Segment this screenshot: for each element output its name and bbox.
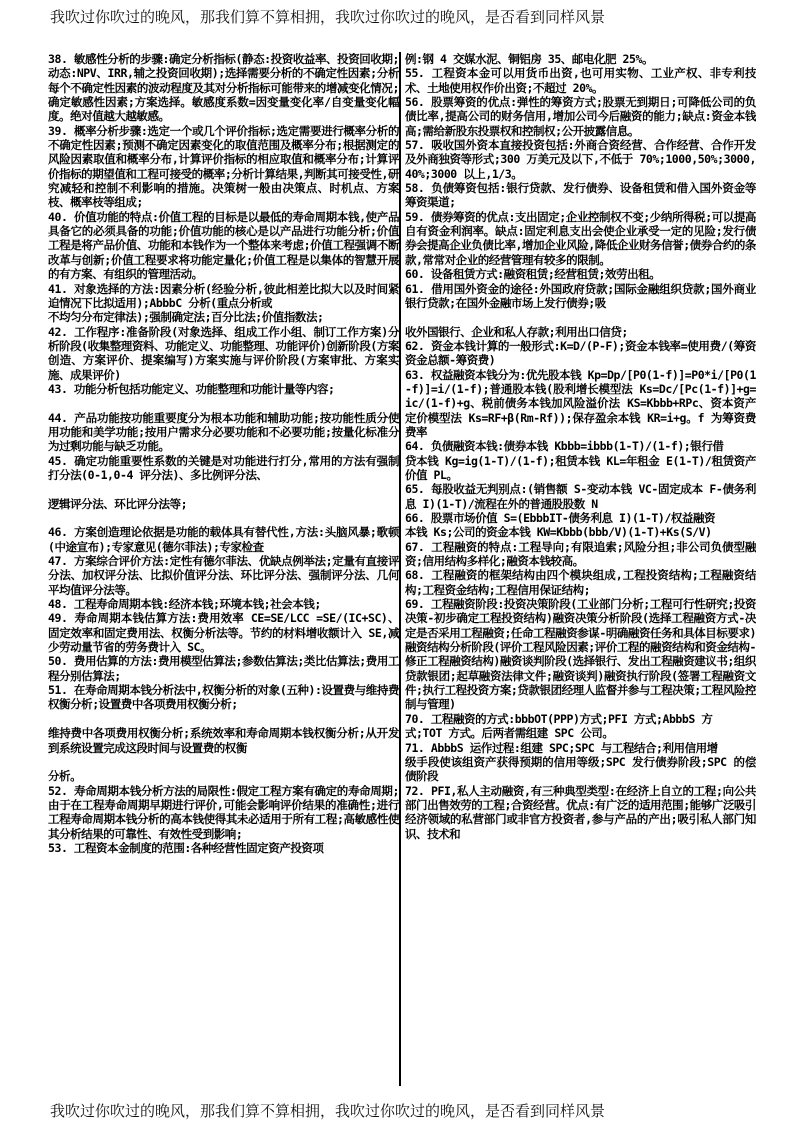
left-column-paragraph	[48, 482, 399, 496]
left-column-paragraph: 43. 功能分析包括功能定义、功能整理和功能计量等内容;	[48, 381, 335, 396]
left-column	[48, 52, 399, 1086]
right-column-paragraph: 71. AbbbS 运作过程:组建 SPC;SPC 与工程结合;利用信用增	[404, 740, 718, 755]
right-column	[401, 52, 756, 1086]
right-column-paragraph: 本钱 Ks;公司的资金本钱 KW=Kbbb(bbb/V)(1-T)+Ks(S/V)	[404, 525, 712, 540]
right-column-paragraph: 59. 债券筹资的优点:支出固定;企业控制权不变;少纳所得税;可以提高自有资金利润率。缺点:固定利息支出会使企业承受一定的见险;发行债券会提高企业负债比率,增加企业风险,降低企业财务信誉;债券合约的条款,常常对企业的经营管理有较多的限制。	[404, 209, 756, 267]
page-header: 我吹过你吹过的晚风，那我们算不算相拥，我吹过你吹过的晚风，是否看到同样风景	[50, 8, 606, 26]
left-column-paragraph: 逻辑评分法、环比评分法等;	[48, 496, 188, 511]
left-column-paragraph: 47. 方案综合评价方法:定性有德尔菲法、优缺点例举法;定量有直接评分法、加权评分法、比拟价值评分法、环比评分法、强制评分法、几何平均值评分法等。	[48, 554, 399, 597]
left-column-paragraph: 52. 寿命周期本钱分析方法的局限性:假定工程方案有确定的寿命周期;由于在工程寿命周期早期进行评价,可能会影响评价结果的准确性;进行工程寿命周期本钱分析的高本钱使得其未必适用于所有工程;高敏感性使其分析结果的可靠性、有效性受到影响;	[48, 783, 399, 841]
right-column-paragraph: 61. 借用国外资金的途径:外国政府贷款;国际金融组织贷款;国外商业银行贷款;在国外金融市场上发行债券;吸	[404, 281, 756, 310]
right-column-paragraph: 63. 权益融资本钱分为:优先股本钱 Kp=Dp/[P0(1-f)]=P0*i/[P0(1-f)]=i/(1-f);普通股本钱(股利增长模型法 Ks=Dc/[Pc(1-f)]+g=ic/(1-f)+g、税前债务本钱加风险溢价法 KS=Kbbb+RPc、资本资产定价模型法 Ks=RF+β(Rm-Rf));保存盈余本钱 KR=i+g。f 为筹资费费率	[404, 367, 756, 439]
left-column-paragraph: 42. 工作程序:准备阶段(对象选择、组成工作小组、制订工作方案)分析阶段(收集整理资料、功能定义、功能整理、功能评价)创新阶段(方案创造、方案评价、提案编写)方案实施与评价阶段(方案审批、方案实施、成果评价)	[48, 324, 399, 382]
right-column-paragraph: 60. 设备租赁方式:融资租赁;经营租赁;效劳出租。	[404, 267, 661, 282]
left-column-paragraph	[48, 511, 399, 525]
right-column-paragraph: 72. PFI,私人主动融资,有三种典型类型:在经济上自立的工程;向公共部门出售效劳的工程;合资经营。优点:有广泛的适用范围;能够广泛吸引经济领域的私营部门或非官方投资者,参与产品的产出;吸引私人部门知识、技术和	[404, 783, 756, 841]
left-column-paragraph: 41. 对象选择的方法:因素分析(经验分析,彼此相差比拟大以及时间紧迫情况下比拟适用);AbbbC 分析(重点分析或	[48, 281, 399, 310]
right-column-paragraph: 58. 负债筹资包括:银行贷款、发行债券、设备租赁和借入国外资金等筹资渠道;	[404, 181, 756, 210]
right-column-paragraph: 68. 工程融资的框架结构由四个模块组成,工程投资结构;工程融资结构;工程资金结构;工程信用保证结构;	[404, 568, 756, 597]
right-column-paragraph	[405, 310, 756, 324]
left-column-paragraph: 50. 费用估算的方法:费用模型估算法;参数估算法;类比估算法;费用工程分别估算法;	[48, 654, 399, 683]
right-column-paragraph: 69. 工程融资阶段:投资决策阶段(工业部门分析;工程可行性研究;投资决策-初步确定工程投资结构)融资决策分析阶段(选择工程融资方式-决定是否采用工程融资;任命工程融资参谋-明确融资任务和具体目标要求)融资结构分析阶段(评价工程风险因素;评价工程的融资结构和资金结构-修正工程融资结构)融资谈判阶段(选择银行、发出工程融资建议书;组织贷款银团;起草融资法律文件;融资谈判)融资执行阶段(签署工程融资文件;执行工程投资方案;贷款银团经理人监督并参与工程决策;工程风险控制与管理)	[404, 597, 756, 712]
left-column-paragraph: 分析。	[48, 769, 82, 784]
left-column-paragraph: 51. 在寿命周期本钱分析法中,权衡分析的对象(五种):设置费与维持费权衡分析;设置费中各项费用权衡分析;	[48, 683, 399, 712]
right-column-paragraph: 66. 股票市场价值 S=(EbbbIT-债务利息 I)(1-T)/权益融资	[404, 511, 716, 525]
left-column-paragraph: 44. 产品功能按功能重要度分为根本功能和辅助功能;按功能性质分使用功能和美学功能;按用户需求分必要功能和不必要功能;按量化标准分为过剩功能与缺乏功能。	[48, 410, 399, 454]
right-column-paragraph: 57. 吸收国外资本直接投资包括:外商合资经营、合作经营、合作开发及外商独资等形式;300 万美元及以下,不低于 70%;1000,50%;3000,40%;3000 以上,1/3。	[404, 138, 756, 181]
right-column-paragraph: 式;TOT 方式。后两者需组建 SPC 公司。	[404, 726, 614, 741]
right-column-paragraph: 55. 工程资本金可以用货币出资,也可用实物、工业产权、非专利技术、土地使用权作价出资;不超过 20%。	[404, 66, 756, 95]
left-column-paragraph: 38. 敏感性分析的步骤:确定分析指标(静态:投资收益率、投资回收期;动态:NPV、IRR,辅之投资回收期);选择需要分析的不确定性因素;分析每个不确定性因素的波动程度及其对分析指标可能带来的增减变化情况;确定敏感性因素;方案选择。敏感度系数=因变量变化率/自变量变化幅度。绝对值越大越敏感。	[48, 52, 399, 124]
right-column-paragraph: 例:钢 4 交媒水泥、铜铝房 35、邮电化肥 25%。	[404, 52, 653, 66]
page-footer: 我吹过你吹过的晚风，那我们算不算相拥，我吹过你吹过的晚风，是否看到同样风景	[50, 1102, 606, 1120]
right-column-paragraph: 64. 负债融资本钱:债券本钱 Kbbb=ibbb(1-T)/(1-f);银行借	[404, 439, 724, 454]
right-column-paragraph: 收外国银行、企业和私人存款;利用出口信贷;	[404, 324, 628, 339]
right-column-paragraph: 56. 股票筹资的优点:弹性的筹资方式;股票无到期日;可降低公司的负债比率,提高公司的财务信用,增加公司今后融资的能力;缺点:资金本钱高;需给新股东投票权和控制权;公开披露信息。	[404, 95, 756, 138]
left-column-paragraph	[48, 712, 399, 726]
right-column-paragraph: 62. 资金本钱计算的一般形式:K=D/(P-F);资金本钱率=使用费/(筹资资金总额-筹资费)	[404, 338, 756, 368]
left-column-paragraph: 不均匀分布定律法);强制确定法;百分比法;价值指数法;	[48, 310, 324, 325]
two-column-body	[48, 52, 756, 1086]
left-column-paragraph	[48, 396, 399, 410]
left-column-paragraph: 53. 工程资本金制度的范围:各种经营性固定资产投资项	[48, 840, 324, 855]
left-column-paragraph: 45. 确定功能重要性系数的关键是对功能进行打分,常用的方法有强制打分法(0-1,0-4 评分法)、多比例评分法、	[48, 453, 399, 482]
left-column-paragraph: 48. 工程寿命周期本钱:经济本钱;环境本钱;社会本钱;	[48, 597, 321, 612]
left-column-paragraph: 49. 寿命周期本钱估算方法:费用效率 CE=SE/LCC =SE/(IC+SC)、固定效率和固定费用法、权衡分析法等。节约的材料增收额计入 SE,减少劳动量节省的劳务费计入 SC。	[48, 611, 399, 655]
right-column-paragraph: 级手段使该组资产获得预期的信用等级;SPC 发行债券阶段;SPC 的偿债阶段	[404, 754, 756, 784]
left-column-paragraph	[48, 755, 399, 769]
right-column-paragraph: 65. 每股收益无判别点:(销售额 S-变动本钱 VC-固定成本 F-债务利息 I)(1-T)/流程在外的普通股股数 N	[404, 482, 756, 511]
left-column-paragraph: 46. 方案创造理论依据是功能的载体具有替代性,方法:头脑风暴;歌顿(中途宣布);专家意见(德尔菲法);专家检查	[48, 525, 399, 554]
left-column-paragraph: 39. 概率分析步骤:选定一个或几个评价指标;选定需要进行概率分析的不确定性因素;预测不确定因素变化的取值范围及概率分布;根据测定的风险因素取值和概率分布,计算评价指标的相应取值和概率分布;计算评价指标的期望值和工程可接受的概率;分析计算结果,判断其可接受性,研究减轻和控制不利影响的措施。决策树一般由决策点、时机点、方案枝、概率枝等组成;	[48, 123, 399, 210]
right-column-paragraph: 贷本钱 Kg=ig(1-T)/(1-f);租赁本钱 KL=年租金 E(1-T)/租赁资产价值 PL。	[404, 453, 756, 482]
left-column-paragraph: 40. 价值功能的特点:价值工程的目标是以最低的寿命周期本钱,使产品具备它的必须具备的功能;价值功能的核心是以产品进行功能分析;价值工程是将产品价值、功能和本钱作为一个整体来考虑;价值工程强调不断改革与创新;价值工程要求将功能定量化;价值工程是以集体的智慧开展的有方案、有组织的管理活动。	[48, 209, 399, 282]
right-column-paragraph: 70. 工程融资的方式:bbbOT(PPP)方式;PFI 方式;AbbbS 方	[404, 711, 713, 726]
left-column-paragraph: 维持费中各项费用权衡分析;系统效率和寿命周期本钱权衡分析;从开发到系统设置完成这段时间与设置费的权衡	[48, 726, 399, 755]
right-column-paragraph: 67. 工程融资的特点:工程导向;有限追索;风险分担;非公司负债型融资;信用结构多样化;融资本钱较高。	[404, 539, 756, 569]
